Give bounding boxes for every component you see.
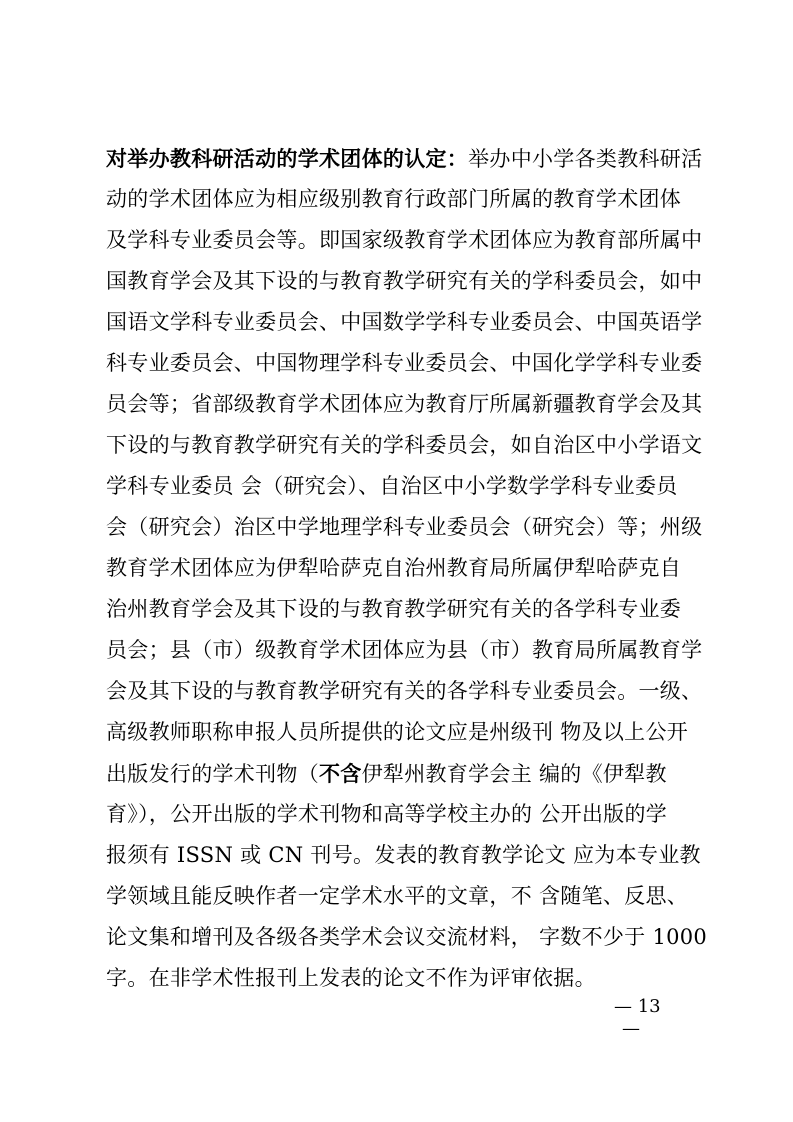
- body-paragraph: [106, 138, 706, 999]
- text-line: 国语文学科专业委员会、中国数学学科专业委员会、中国英语学: [106, 310, 703, 334]
- text-line: 育》），公开出版的学术刊物和高等学校主办的 公开出版的学: [106, 802, 668, 826]
- lead-heading: 对举办教科研活动的学术团体的认定：: [106, 146, 469, 171]
- text-segment: 举办中小学各类教科研活: [468, 147, 703, 171]
- page-number: — 13: [614, 996, 661, 1017]
- text-line: 及学科专业委员会等。即国家级教育学术团体应为教育部所属中: [106, 228, 703, 252]
- text-line: 员会；县（市）级教育学术团体应为县（市）教育局所属教育学: [106, 638, 703, 662]
- text-line: [106, 138, 706, 179]
- text-line: 论文集和增刊及各级各类学术会议交流材料， 字数不少于 1000: [106, 925, 708, 949]
- text-line: [106, 753, 706, 794]
- text-line: 科专业委员会、中国物理学科专业委员会、中国化学学科专业委: [106, 351, 703, 375]
- text-segment: 伊犁州教育学会主 编的《伊犁教: [361, 762, 667, 786]
- text-line: 学科专业委员 会（研究会）、自治区中小学数学学科专业委员: [106, 474, 678, 498]
- text-line: 报须有 ISSN 或 CN 刊号。发表的教育教学论文 应为本专业教: [106, 843, 701, 867]
- text-line: 动的学术团体应为相应级别教育行政部门所属的教育学术团体: [106, 187, 682, 211]
- text-line: 学领域且能反映作者一定学术水平的文章，不 含随笔、反思、: [106, 884, 689, 908]
- text-line: 国教育学会及其下设的与教育教学研究有关的学科委员会，如中: [106, 269, 703, 293]
- text-line: 高级教师职称申报人员所提供的论文应是州级刊 物及以上公开: [106, 720, 689, 744]
- text-line: 下设的与教育教学研究有关的学科委员会，如自治区中小学语文: [106, 433, 703, 457]
- text-line: 会（研究会）治区中学地理学科专业委员会（研究会）等；州级: [106, 515, 703, 539]
- page-number-dash: —: [622, 1018, 640, 1039]
- text-line: 治州教育学会及其下设的与教育教学研究有关的各学科专业委: [106, 597, 682, 621]
- text-segment: 出版发行的学术刊物（: [106, 762, 319, 786]
- text-line: 员会等；省部级教育学术团体应为教育厅所属新疆教育学会及其: [106, 392, 703, 416]
- text-line: 教育学术团体应为伊犁哈萨克自治州教育局所属伊犁哈萨克自: [106, 556, 682, 580]
- text-line: 字。在非学术性报刊上发表的论文不作为评审依据。: [106, 966, 596, 990]
- emphasis-text: 不含: [319, 761, 362, 786]
- text-line: 会及其下设的与教育教学研究有关的各学科专业委员会。一级、: [106, 679, 703, 703]
